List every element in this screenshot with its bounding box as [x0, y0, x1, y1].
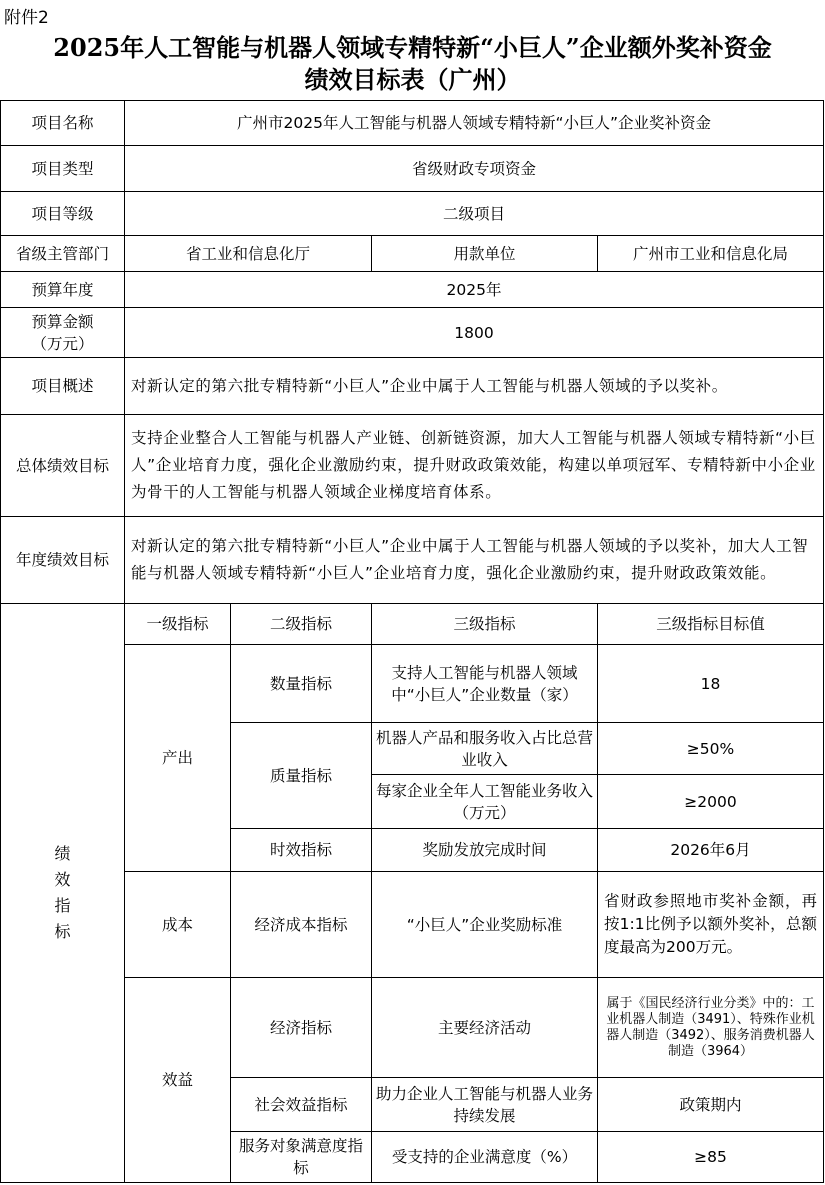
page-title — [0, 32, 825, 96]
project-level-label: 项目等级 — [1, 192, 125, 236]
budget-amount-value: 1800 — [125, 308, 824, 358]
budget-amount-label-line2: （万元） — [31, 334, 94, 353]
title-line-1: 2025年人工智能与机器人领域专精特新“小巨人”企业额外奖补资金 — [53, 33, 772, 62]
table-row — [1, 645, 824, 723]
table-row — [1, 236, 824, 272]
header-level3: 三级指标 — [372, 604, 598, 645]
timeliness-item: 奖励发放完成时间 — [372, 829, 598, 872]
quality-indicator: 质量指标 — [231, 723, 372, 829]
timeliness-target: 2026年6月 — [598, 829, 824, 872]
vertical-char: 指 — [54, 896, 71, 915]
social-item: 助力企业人工智能与机器人业务持续发展 — [372, 1078, 598, 1132]
unit-label: 用款单位 — [372, 236, 598, 272]
table-row — [1, 101, 824, 146]
header-level1: 一级指标 — [125, 604, 231, 645]
table-row — [1, 146, 824, 192]
social-target: 政策期内 — [598, 1078, 824, 1132]
quantity-indicator: 数量指标 — [231, 645, 372, 723]
performance-target-table — [0, 100, 824, 1183]
table-row — [1, 192, 824, 236]
cost-target: 省财政参照地市奖补金额，再按1:1比例予以额外奖补，总额度最高为200万元。 — [598, 872, 824, 978]
overall-goal-value: 支持企业整合人工智能与机器人产业链、创新链资源，加大人工智能与机器人领域专精特新“小巨人”企业培育力度，强化企业激励约束，提升财政政策效能，构建以单项冠军、专精特新中小企业为骨干的人工智能与机器人领域企业梯度培育体系。 — [125, 415, 824, 517]
output-label: 产出 — [125, 645, 231, 872]
performance-indicators-label — [1, 604, 125, 1183]
budget-year-value: 2025年 — [125, 272, 824, 308]
cost-item: “小巨人”企业奖励标准 — [372, 872, 598, 978]
table-row — [1, 604, 824, 645]
overall-goal-label: 总体绩效目标 — [1, 415, 125, 517]
header-level2: 二级指标 — [231, 604, 372, 645]
economic-indicator: 经济指标 — [231, 978, 372, 1078]
project-name-value: 广州市2025年人工智能与机器人领域专精特新“小巨人”企业奖补资金 — [125, 101, 824, 146]
project-type-label: 项目类型 — [1, 146, 125, 192]
budget-amount-label-line1: 预算金额 — [31, 312, 94, 331]
attachment-label: 附件2 — [4, 8, 49, 28]
title-line-2: 绩效目标表（广州） — [304, 65, 521, 94]
budget-year-label: 预算年度 — [1, 272, 125, 308]
quality-target-1: ≥50% — [598, 723, 824, 775]
quality-item-1: 机器人产品和服务收入占比总营业收入 — [372, 723, 598, 775]
project-type-value: 省级财政专项资金 — [125, 146, 824, 192]
annual-goal-value: 对新认定的第六批专精特新“小巨人”企业中属于人工智能与机器人领域的予以奖补，加大人工智能与机器人领域专精特新“小巨人”企业培育力度，强化企业激励约束，提升财政政策效能。 — [125, 517, 824, 604]
overview-label: 项目概述 — [1, 358, 125, 415]
table-row — [1, 358, 824, 415]
annual-goal-label: 年度绩效目标 — [1, 517, 125, 604]
dept-value: 省工业和信息化厅 — [125, 236, 372, 272]
table-row — [1, 415, 824, 517]
social-indicator: 社会效益指标 — [231, 1078, 372, 1132]
table-row — [1, 517, 824, 604]
table-row — [1, 272, 824, 308]
table-row — [1, 308, 824, 358]
quantity-item: 支持人工智能与机器人领域中“小巨人”企业数量（家） — [372, 645, 598, 723]
header-target: 三级指标目标值 — [598, 604, 824, 645]
table-row — [1, 872, 824, 978]
project-name-label: 项目名称 — [1, 101, 125, 146]
satisfaction-item: 受支持的企业满意度（%） — [372, 1132, 598, 1183]
economic-target: 属于《国民经济行业分类》中的：工业机器人制造（3491）、特殊作业机器人制造（3492）、服务消费机器人制造（3964） — [598, 978, 824, 1078]
cost-label: 成本 — [125, 872, 231, 978]
cost-indicator: 经济成本指标 — [231, 872, 372, 978]
overview-value: 对新认定的第六批专精特新“小巨人”企业中属于人工智能与机器人领域的予以奖补。 — [125, 358, 824, 415]
budget-amount-label — [1, 308, 125, 358]
quality-target-2: ≥2000 — [598, 775, 824, 829]
benefit-label: 效益 — [125, 978, 231, 1183]
economic-item: 主要经济活动 — [372, 978, 598, 1078]
quantity-target: 18 — [598, 645, 824, 723]
dept-label: 省级主管部门 — [1, 236, 125, 272]
quality-item-2: 每家企业全年人工智能业务收入（万元） — [372, 775, 598, 829]
satisfaction-indicator: 服务对象满意度指标 — [231, 1132, 372, 1183]
unit-value: 广州市工业和信息化局 — [598, 236, 824, 272]
timeliness-indicator: 时效指标 — [231, 829, 372, 872]
project-level-value: 二级项目 — [125, 192, 824, 236]
vertical-char: 绩 — [54, 844, 71, 863]
vertical-char: 效 — [54, 870, 71, 889]
vertical-char: 标 — [54, 922, 71, 941]
satisfaction-target: ≥85 — [598, 1132, 824, 1183]
table-row — [1, 978, 824, 1078]
